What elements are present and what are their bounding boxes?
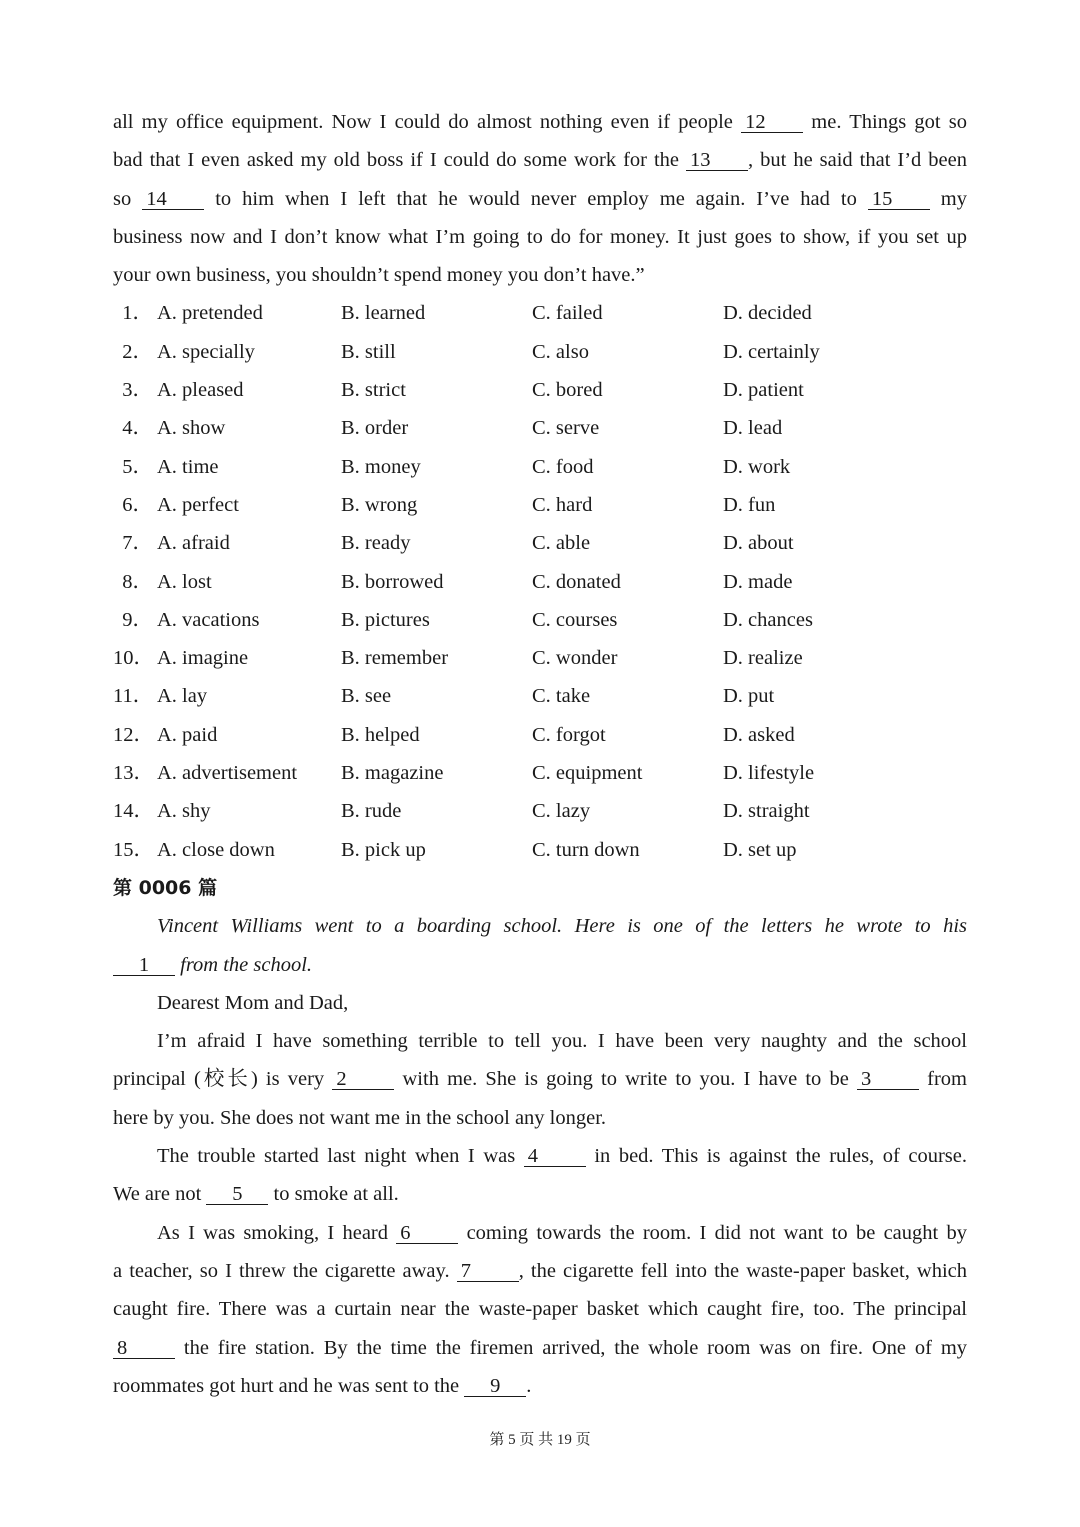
option-d: D. certainly <box>723 340 820 363</box>
option-d: D. made <box>723 570 793 593</box>
option-a: A. afraid <box>157 532 230 555</box>
question-number: 5． <box>122 455 153 478</box>
option-a: A. pleased <box>157 379 244 402</box>
option-a: A. specially <box>157 340 255 363</box>
text: to smoke at all. <box>273 1183 399 1206</box>
option-d: D. lead <box>723 417 783 440</box>
question-number: 9． <box>122 608 153 631</box>
option-b: B. learned <box>341 302 426 325</box>
option-b: B. order <box>341 417 409 440</box>
answer-blank: 6 <box>396 1223 458 1244</box>
passage-line: I’m afraid I have something terrible to tell you. I have been very naughty and the school <box>157 1030 967 1053</box>
passage-line <box>113 1367 967 1405</box>
option-b: B. strict <box>341 379 406 402</box>
option-c: C. also <box>532 340 589 363</box>
option-d: D. work <box>723 455 791 478</box>
text: from the school. <box>180 953 313 976</box>
option-c: C. wonder <box>532 647 618 670</box>
option-d: D. about <box>723 532 794 555</box>
option-b: B. helped <box>341 723 420 746</box>
text: all my office equipment. Now I could do almost nothing even if people <box>113 111 733 133</box>
text: the fire station. By the time the firemen arrived, the whole room was on fire. One of my <box>183 1336 968 1359</box>
option-row <box>113 639 967 677</box>
question-number: 14． <box>113 800 154 823</box>
passage-line <box>113 141 967 179</box>
answer-blank: 3 <box>857 1069 919 1090</box>
passage-line <box>113 1214 967 1252</box>
passage-line: caught fire. There was a curtain near the waste-paper basket which caught fire, too. The principal <box>113 1298 967 1321</box>
option-a: A. time <box>157 455 219 478</box>
option-d: D. realize <box>723 647 803 670</box>
question-number: 13． <box>113 762 154 785</box>
text: so <box>113 187 132 210</box>
question-number: 1． <box>122 302 153 325</box>
option-c: C. hard <box>532 493 593 516</box>
option-c: C. equipment <box>532 762 643 785</box>
option-row <box>113 486 967 524</box>
text: from <box>927 1068 967 1091</box>
option-row <box>113 677 967 715</box>
passage-line: business now and I don’t know what I’m going to do for money. It just goes to show, if you set up <box>113 225 967 248</box>
option-row <box>113 831 967 869</box>
question-number: 10． <box>113 647 154 670</box>
text: , but he said that I’d been <box>748 149 967 172</box>
answer-blank: 9 <box>464 1376 526 1397</box>
option-b: B. pick up <box>341 838 426 861</box>
answer-blank: 5 <box>206 1184 268 1205</box>
text: coming towards the room. I did not want to be caught by <box>466 1221 967 1244</box>
text: , the cigarette fell into the waste-paper basket, which <box>518 1259 968 1282</box>
passage-line: here by you. She does not want me in the school any longer. <box>113 1106 607 1129</box>
option-b: B. rude <box>341 800 402 823</box>
section-title: 第 0006 篇 <box>113 876 218 899</box>
option-a: A. shy <box>157 800 211 823</box>
option-d: D. set up <box>723 838 797 861</box>
passage-line <box>113 103 967 141</box>
option-d: D. decided <box>723 302 812 325</box>
option-a: A. close down <box>157 838 275 861</box>
option-a: A. pretended <box>157 302 263 325</box>
text: with me. She is going to write to you. I have to be <box>402 1068 849 1091</box>
answer-blank: 8 <box>113 1338 175 1359</box>
option-c: C. donated <box>532 570 621 593</box>
option-a: A. paid <box>157 723 218 746</box>
option-c: C. courses <box>532 608 618 631</box>
option-b: B. wrong <box>341 493 418 516</box>
option-a: A. advertisement <box>157 762 298 785</box>
option-c: C. take <box>532 685 591 708</box>
option-b: B. magazine <box>341 762 444 785</box>
option-b: B. borrowed <box>341 570 444 593</box>
option-c: C. bored <box>532 379 603 402</box>
option-d: D. fun <box>723 493 776 516</box>
passage-line <box>113 1060 967 1098</box>
option-a: A. show <box>157 417 226 440</box>
option-row <box>113 448 967 486</box>
option-c: C. lazy <box>532 800 591 823</box>
option-c: C. able <box>532 532 591 555</box>
passage-line <box>113 180 967 218</box>
text: principal (校长) is very <box>113 1068 325 1091</box>
option-c: C. serve <box>532 417 600 440</box>
answer-blank: 7 <box>457 1261 519 1282</box>
text: . <box>526 1374 532 1397</box>
answer-blank: 15 <box>868 189 930 210</box>
option-row <box>113 716 967 754</box>
text: me. Things got so <box>811 111 968 133</box>
option-b: B. remember <box>341 647 449 670</box>
passage-line <box>113 1175 967 1213</box>
answer-blank: 13 <box>686 150 748 171</box>
option-a: A. lay <box>157 685 208 708</box>
option-c: C. failed <box>532 302 603 325</box>
option-b: B. ready <box>341 532 411 555</box>
answer-blank: 1 <box>113 955 175 976</box>
option-row <box>113 294 967 332</box>
question-number: 4． <box>122 417 153 440</box>
option-row <box>113 524 967 562</box>
text: a teacher, so I threw the cigarette away. <box>113 1259 450 1282</box>
text: in bed. This is against the rules, of course. <box>594 1145 967 1168</box>
option-row <box>113 409 967 447</box>
option-row <box>113 563 967 601</box>
question-number: 6． <box>122 493 153 516</box>
option-d: D. put <box>723 685 775 708</box>
option-a: A. perfect <box>157 493 239 516</box>
option-row <box>113 371 967 409</box>
question-number: 12． <box>113 723 154 746</box>
text: As I was smoking, I heard <box>157 1221 388 1244</box>
text: bad that I even asked my old boss if I could do some work for the <box>113 149 680 172</box>
text: to him when I left that he would never employ me again. I’ve had to <box>215 187 857 210</box>
passage-line <box>113 1329 967 1367</box>
question-number: 8． <box>122 570 153 593</box>
question-number: 2． <box>122 340 153 363</box>
option-c: C. turn down <box>532 838 640 861</box>
options-list <box>113 294 967 868</box>
option-d: D. chances <box>723 608 813 631</box>
text: roommates got hurt and he was sent to the <box>113 1374 460 1397</box>
text: The trouble started last night when I was <box>157 1145 516 1168</box>
option-d: D. straight <box>723 800 810 823</box>
option-d: D. lifestyle <box>723 762 815 785</box>
passage-line <box>113 1137 967 1175</box>
passage-line: your own business, you shouldn’t spend money you don’t have.” <box>113 264 645 287</box>
intro-line <box>113 946 967 984</box>
option-row <box>113 601 967 639</box>
answer-blank: 4 <box>524 1146 586 1167</box>
option-row <box>113 792 967 830</box>
document-page <box>113 103 967 1405</box>
option-b: B. pictures <box>341 608 430 631</box>
passage-line <box>113 1252 967 1290</box>
option-a: A. lost <box>157 570 212 593</box>
answer-blank: 2 <box>332 1069 394 1090</box>
page-footer: 第 5 页 共 19 页 <box>489 1432 591 1448</box>
option-c: C. food <box>532 455 594 478</box>
text: We are not <box>113 1183 202 1206</box>
question-number: 11． <box>113 685 154 708</box>
option-d: D. patient <box>723 379 804 402</box>
question-number: 7． <box>122 532 153 555</box>
intro-line: Vincent Williams went to a boarding school. Here is one of the letters he wrote to his <box>157 915 967 938</box>
text: my <box>940 187 967 210</box>
option-row <box>113 333 967 371</box>
option-b: B. see <box>341 685 392 708</box>
option-a: A. vacations <box>157 608 260 631</box>
option-c: C. forgot <box>532 723 606 746</box>
option-b: B. still <box>341 340 396 363</box>
option-row <box>113 754 967 792</box>
question-number: 15． <box>113 838 154 861</box>
letter-greeting: Dearest Mom and Dad, <box>157 991 349 1014</box>
question-number: 3． <box>122 379 153 402</box>
option-b: B. money <box>341 455 421 478</box>
option-d: D. asked <box>723 723 795 746</box>
option-a: A. imagine <box>157 647 249 670</box>
answer-blank: 14 <box>142 189 204 210</box>
answer-blank: 12 <box>741 112 803 133</box>
